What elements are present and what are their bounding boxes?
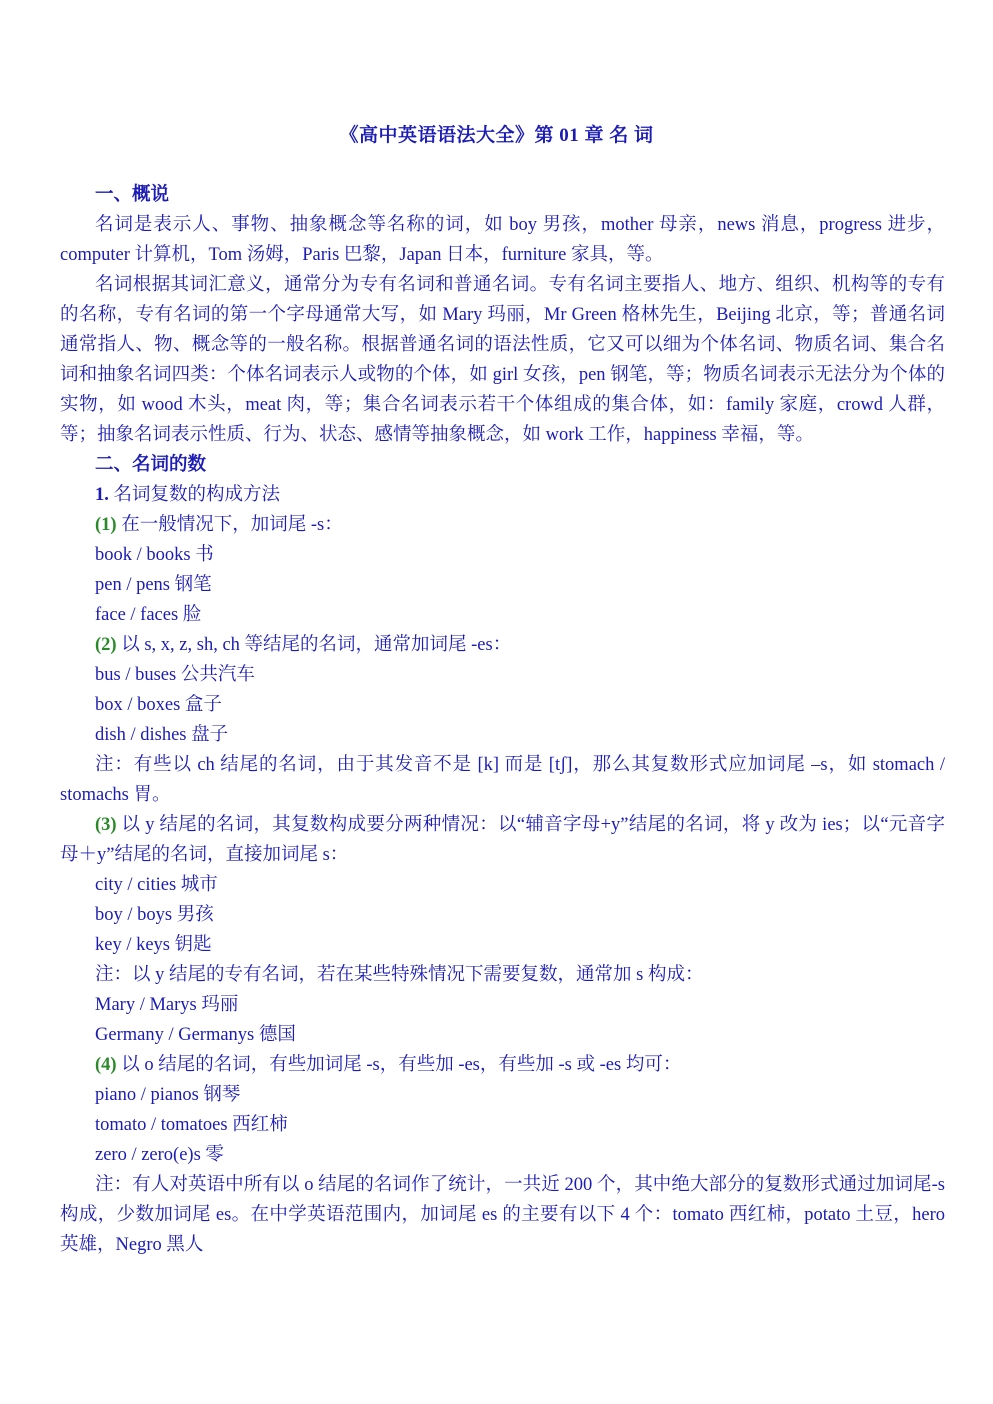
rule-number: (3): [95, 815, 117, 835]
subsection-text: 名词复数的构成方法: [108, 485, 281, 505]
rule-3: [60, 810, 945, 870]
example-item: face / faces 脸: [95, 605, 202, 625]
example-item: box / boxes 盒子: [95, 695, 222, 715]
rule-text: 以 s, x, z, sh, ch 等结尾的名词，通常加词尾 -es：: [116, 635, 512, 655]
example-item: boy / boys 男孩: [95, 905, 214, 925]
overview-paragraph-2: 名词根据其词汇意义，通常分为专有名词和普通名词。专有名词主要指人、地方、组织、机构等的专有的名称，专有名词的第一个字母通常大写，如 Mary 玛丽，Mr Green 格林先生，Beijing 北京，等；普通名词通常指人、物、概念等的一般名称。根据普通名词的语法性质，它又可以细为个体名词、物质名词、集合名词和抽象名词四类：个体名词表示人或物的个体，如 girl 女孩，pen 钢笔，等；物质名词表示无法分为个体的实物，如 wood 木头，meat 肉，等；集合名词表示若干个体组成的集合体，如：family 家庭，crowd 人群，等；抽象名词表示性质、行为、状态、感情等抽象概念，如 work 工作，happiness 幸福，等。: [60, 275, 945, 445]
rule-number: (4): [95, 1055, 117, 1075]
rule-2-note: 注：有些以 ch 结尾的名词，由于其发音不是 [k] 而是 [tʃ]，那么其复数形式应加词尾 –s，如 stomach / stomachs 胃。: [60, 755, 945, 805]
document-title: 《高中英语语法大全》第 01 章 名 词: [339, 125, 654, 146]
example-item: bus / buses 公共汽车: [95, 665, 255, 685]
example-item: dish / dishes 盘子: [95, 725, 229, 745]
rule-4-note: 注：有人对英语中所有以 o 结尾的名词作了统计，一共近 200 个，其中绝大部分的复数形式通过加词尾-s 构成，少数加词尾 es。在中学英语范围内，加词尾 es 的主要有以下 4 个：tomato 西红柿，potato 土豆，hero 英雄，Negro 黑人: [60, 1175, 945, 1255]
rule-1: [60, 510, 945, 540]
rule-4: [60, 1050, 945, 1080]
example-item: book / books 书: [95, 545, 214, 565]
example-item: zero / zero(e)s 零: [95, 1145, 224, 1165]
rule-text: 以 o 结尾的名词，有些加词尾 -s，有些加 -es，有些加 -s 或 -es 均可：: [116, 1055, 682, 1075]
example-item: Mary / Marys 玛丽: [95, 995, 239, 1015]
rule-text: 以 y 结尾的名词，其复数构成要分两种情况：以“辅音字母+y”结尾的名词，将 y 改为 ies；以“元音字母＋y”结尾的名词，直接加词尾 s：: [60, 815, 945, 865]
rule-2: [60, 630, 945, 660]
example-item: city / cities 城市: [95, 875, 218, 895]
overview-paragraph-1: 名词是表示人、事物、抽象概念等名称的词，如 boy 男孩，mother 母亲，news 消息，progress 进步，computer 计算机，Tom 汤姆，Paris 巴黎，Japan 日本，furniture 家具，等。: [60, 215, 945, 265]
subsection-number: 1.: [95, 485, 109, 505]
subsection-plural-formation: [60, 480, 945, 510]
rule-text: 在一般情况下，加词尾 -s：: [116, 515, 343, 535]
rule-number: (1): [95, 515, 117, 535]
section-heading-noun-number: 二、名词的数: [95, 455, 207, 475]
example-item: Germany / Germanys 德国: [95, 1025, 296, 1045]
section-heading-overview: 一、概说: [95, 185, 170, 205]
example-item: pen / pens 钢笔: [95, 575, 212, 595]
example-item: piano / pianos 钢琴: [95, 1085, 241, 1105]
rule-3-note: 注：以 y 结尾的专有名词，若在某些特殊情况下需要复数，通常加 s 构成：: [95, 965, 704, 985]
document-body: [60, 180, 945, 1260]
rule-number: (2): [95, 635, 117, 655]
example-item: key / keys 钥匙: [95, 935, 212, 955]
example-item: tomato / tomatoes 西红柿: [95, 1115, 288, 1135]
